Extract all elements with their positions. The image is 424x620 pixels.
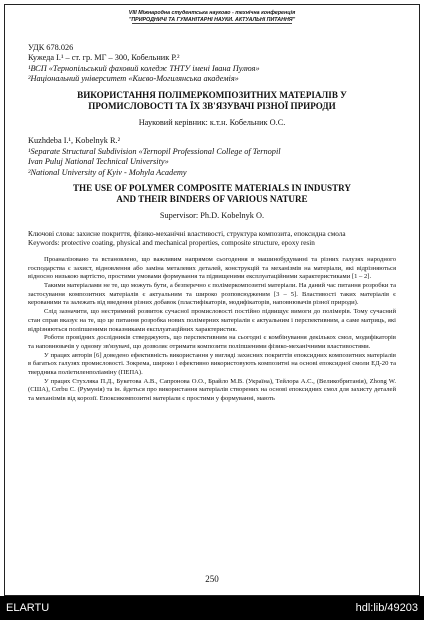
body-paragraph: Проаналізовано та встановлено, що важливим напрямом сьогодення в машинобудуванні та різних галузях народного господарства є захист, відновлення або заміна металевих деталей, конструкцій та механізмів на матеріали, які відрізняються відносно низькою вартістю, простими умовами формування та підвищеними експлуатаційними характеристиками [1 – 2]. — [28, 255, 396, 281]
body-paragraph: У працях авторів [6] доведено ефективність використання у вигляді захисних покриттів епоксидних композитних матеріалів в багатьох галузях промисловості. Зокрема, широко і ефективно використовують композитні на основі епоксидної смоли ЕД-20 та твердника поліетиленполіаміну (ПЕПА). — [28, 351, 396, 377]
body-paragraph: У працях Стухляка П.Д., Букетова А.В., Сапронова О.О., Брайло М.В. (Україна), Тейлора А.С., (Великобританія), Zhong W. (США), Cerbu C. (Румунія) та ін. йдеться про використання матеріалів створених на основі епоксидних смол для захисту деталей та механізмів від корозії. Епоксикомпозитні матеріали є простими у формуванні, мають — [28, 377, 396, 403]
title-en — [28, 183, 396, 205]
affiliation-ua-2: ²Національний університет «Києво-Могилянська академія» — [28, 74, 239, 84]
affiliation-ua-1: ¹ВСП «Тернопільський фаховий коледж ТНТУ імені Івана Пулюя» — [28, 63, 260, 73]
title-en-line: THE USE OF POLYMER COMPOSITE MATERIALS IN INDUSTRY — [72, 183, 351, 194]
header-rule — [132, 23, 292, 24]
supervisor-en: Supervisor: Ph.D. Kobelnyk O. — [159, 211, 265, 221]
title-ua-line: ПРОМИСЛОВОСТІ ТА ЇХ ЗВ'ЯЗУВАЧІ РІЗНОЇ ПРИРОДИ — [88, 100, 336, 111]
title-ua — [28, 90, 396, 112]
body-paragraph: Роботи провідних дослідників стверджують, що перспективним на сьогодні є комбінування декількох смол, модифікаторів та наповнювачів у одному зв'язувачі, що дозволяє отримати композити поліпшеними фізико-механічними властивостями. — [28, 334, 396, 350]
authors-en: Kuzhdeba I.¹, Kobelnyk R.² — [28, 136, 121, 146]
footer-bar — [0, 596, 424, 620]
article-content — [28, 43, 396, 404]
affiliation-en-2: Ivan Puluj National Technical University» — [28, 157, 169, 167]
footer-handle: hdl:lib/49203 — [355, 602, 418, 614]
supervisor-ua: Науковий керівник: к.т.н. Кобельник О.С. — [138, 118, 286, 128]
conference-line-2: "ПРИРОДНИЧІ ТА ГУМАНІТАРНІ НАУКИ. АКТУАЛЬНІ ПИТАННЯ" — [128, 16, 296, 23]
body-paragraph: Слід зазначити, що нестримний розвиток сучасної промисловості постійно підвищує вимоги до полімерів. Тому сучасний стан справ вказує на те, що це питання розробка нових полімерних матеріалів є актуальним і перспективним, а саме матриць, які відрізняються поліпшеними показниками експлуатаційних характеристик. — [28, 308, 396, 333]
authors-ua: Кужеда І.¹ – ст. гр. МГ – 300, Кобельник Р.² — [28, 53, 180, 63]
keywords-ua: Ключові слова: захисне покриття, фізико-механічні властивості, структура композита, епоксидна смола — [28, 229, 346, 238]
udk-code: УДК 678.026 — [28, 43, 74, 52]
article-body — [28, 256, 396, 404]
affiliation-en-1: ¹Separate Structural Subdivision «Ternopil Professional College of Ternopil — [28, 146, 281, 156]
page-number: 250 — [205, 574, 219, 584]
title-en-line: AND THEIR BINDERS OF VARIOUS NATURE — [116, 194, 308, 205]
keywords-en: Keywords: protective coating, physical and mechanical properties, composite structure, epoxy resin — [28, 238, 315, 247]
body-paragraph: Такими матеріалами не те, що можуть бути, а безперечно є полімеркомпозитні матеріали. На даний час питання розробки та застосування композитних матеріалів є актуальним та широко розповсюдженим [3 – 5]. Властивості таких матеріалів є керованими та залежать від введення різних добавок (пластифікаторів, модифікаторів, наповнювачів різної природи). — [28, 281, 396, 307]
title-ua-line: ВИКОРИСТАННЯ ПОЛІМЕРКОМПОЗИТНИХ МАТЕРІАЛІВ У — [77, 89, 347, 100]
footer-repository: ELARTU — [6, 602, 50, 614]
conference-header — [0, 10, 424, 24]
affiliation-en-3: ²National University of Kyiv - Mohyla Academy — [28, 167, 187, 177]
conference-line-1: VIII Міжнародна студентська науково - технічна конференція — [128, 10, 296, 16]
